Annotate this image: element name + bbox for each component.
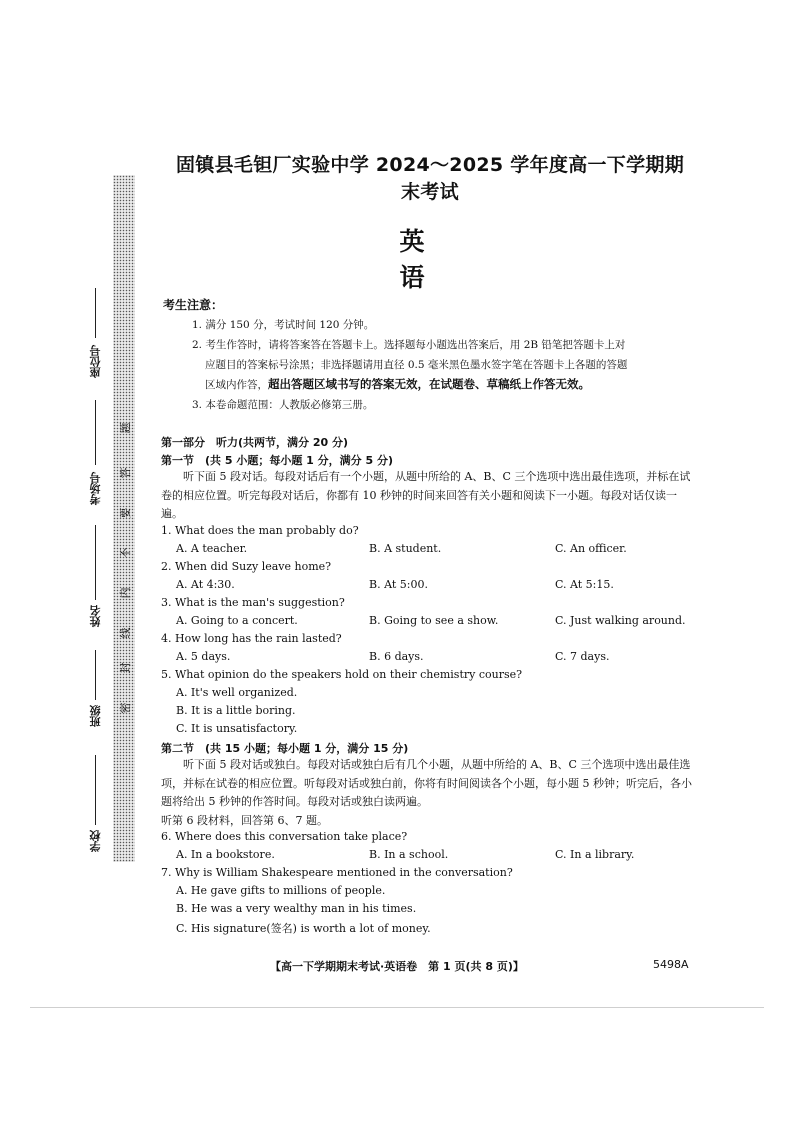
option: B. It is a little boring. [176,704,296,717]
exam-title: 固镇县毛钽厂实验中学 2024～2025 学年度高一下学期期末考试 [176,154,684,203]
section2-instructions: 听下面 5 段对话或独白。每段对话或独白后有几个小题，从题中所给的 A、B、C 三个选项中选出最佳选项，并标在试卷的相应位置。听每段对话或独白前，你将有时间阅读各个小题，每小题 5 秒钟；听完后，各小题将给出 5 秒钟的作答时间。每段对话或独白读两遍。 [161,758,692,808]
seal-char: 内 [119,587,132,599]
option: A. A teacher. [176,542,248,555]
seal-char: 答 [119,467,132,479]
question-stem: 1. What does the man probably do? [161,524,359,537]
exam-room-label: 考场号 [89,472,102,505]
question-stem: 2. When did Suzy leave home? [161,560,332,573]
seal-char: 不 [119,547,132,559]
option: B. Going to see a show. [369,614,499,627]
class-line [95,650,96,700]
seal-char: 要 [119,507,132,519]
seat-line [95,288,96,338]
notice-item: 1. 满分 150 分，考试时间 120 分钟。 [192,319,375,331]
notice-item-text: 区域内作答， [205,379,268,391]
option: A. In a bookstore. [176,848,275,861]
option: A. 5 days. [176,650,231,663]
option: C. At 5:15. [555,578,614,591]
school-line [95,755,96,825]
notice-heading: 考生注意： [163,298,224,312]
question-stem: 7. Why is William Shakespeare mentioned in the conversation? [161,866,513,879]
option: A. He gave gifts to millions of people. [176,884,386,897]
question-stem: 6. Where does this conversation take place? [161,830,408,843]
class-label: 班级 [89,705,102,727]
page-footer: 【高一下学期期末考试·英语卷 第 1 页(共 8 页)】 [270,960,524,973]
notice-item: 3. 本卷命题范围：人教版必修第三册。 [192,399,374,411]
question-stem: 4. How long has the rain lasted? [161,632,342,645]
section1-heading: 第一节 (共 5 小题；每小题 1 分，满分 5 分) [161,454,393,467]
section1-instructions: 听下面 5 段对话。每段对话后有一个小题，从题中所给的 A、B、C 三个选项中选出最佳选项，并标在试卷的相应位置。听完每段对话后，你都有 10 秒钟的时间来回答有关小题和阅读下一小题。每段对话仅读一遍。 [161,470,691,520]
option: B. He was a very wealthy man in his times. [176,902,417,915]
part1-heading: 第一部分 听力(共两节，满分 20 分) [161,436,349,449]
option: B. A student. [369,542,442,555]
option: A. It's well organized. [176,686,298,699]
seat-label: 座位号 [89,345,102,378]
section2-heading: 第二节 (共 15 小题；每小题 1 分，满分 15 分) [161,742,409,755]
school-label: 学校 [89,830,102,852]
notice-emphasis: 超出答题区域书写的答案无效，在试题卷、草稿纸上作答无效。 [268,377,590,391]
name-line [95,525,96,600]
option: B. At 5:00. [369,578,428,591]
page-divider [30,1007,764,1008]
material-note: 听第 6 段材料，回答第 6、7 题。 [161,814,328,827]
option: C. Just walking around. [555,614,686,627]
option: A. At 4:30. [176,578,235,591]
option: C. In a library. [555,848,635,861]
question-stem: 3. What is the man's suggestion? [161,596,345,609]
exam-room-line [95,400,96,465]
option: A. Going to a concert. [176,614,298,627]
option: C. It is unsatisfactory. [176,722,298,735]
option: B. In a school. [369,848,449,861]
option: C. 7 days. [555,650,610,663]
subject-title: 英 语 [399,227,451,292]
notice-item-4 [205,374,705,395]
notice-item: 2. 考生作答时，请将答案答在答题卡上。选择题每小题选出答案后，用 2B 铅笔把答题卡上对 [192,339,626,351]
paper-code: 5498A [653,958,689,971]
question-stem: 5. What opinion do the speakers hold on their chemistry course? [161,668,523,681]
option: C. An officer. [555,542,627,555]
name-label: 姓名 [89,605,102,627]
option: C. His signature(签名) is worth a lot of money. [176,922,431,935]
seal-char: 密 [119,702,132,714]
option: B. 6 days. [369,650,424,663]
seal-char: 题 [119,422,132,434]
seal-char: 线 [119,627,132,639]
notice-item: 应题目的答案标号涂黑；非选择题请用直径 0.5 毫米黑色墨水签字笔在答题卡上各题的答题 [205,359,628,371]
seal-char: 封 [119,662,132,674]
